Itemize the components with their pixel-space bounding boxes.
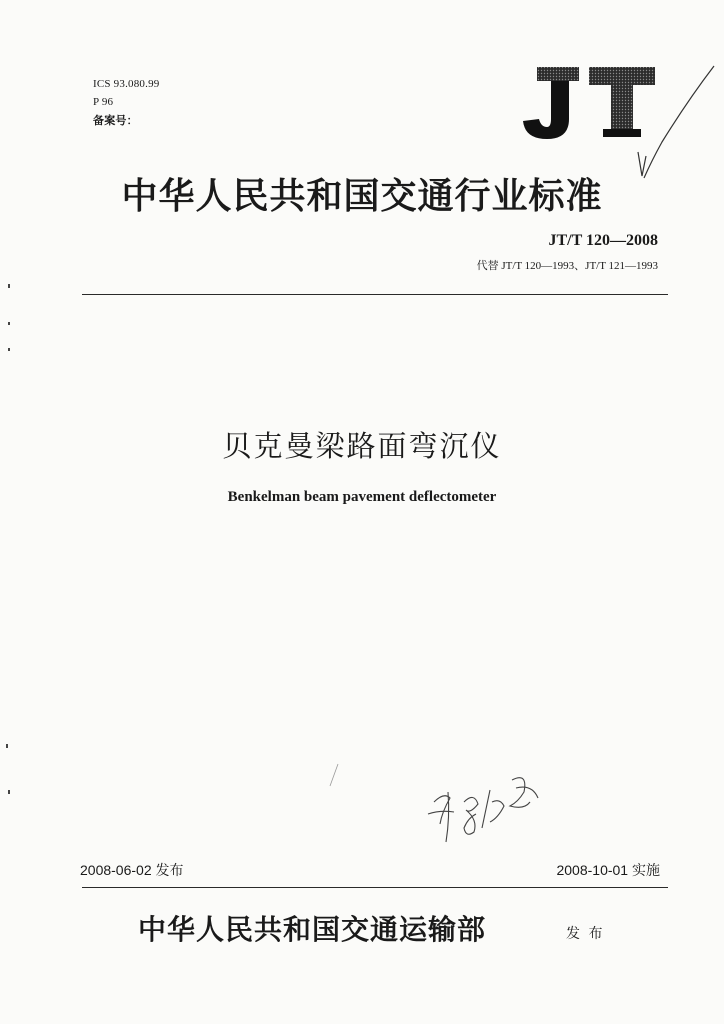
scan-speck [8, 322, 10, 325]
ministry-standard-title: 中华人民共和国交通行业标准 [121, 175, 603, 217]
replaces-note: 代替 JT/T 120—1993、JT/T 121—1993 [476, 260, 658, 272]
scan-speck [8, 348, 10, 351]
footer-divider [82, 887, 668, 888]
ccs-code: P 96 [93, 96, 114, 108]
scan-speck [8, 284, 10, 288]
header-divider [82, 294, 668, 295]
handwritten-signature [420, 762, 560, 862]
implementation-date: 2008-10-01 实施 [556, 862, 660, 878]
document-title-english: Benkelman beam pavement deflectometer [227, 489, 497, 505]
publish-label: 发 布 [566, 926, 605, 942]
pencil-mark [320, 760, 350, 790]
scan-speck [6, 744, 8, 748]
ics-code: ICS 93.080.99 [93, 78, 160, 90]
scan-speck [8, 790, 10, 794]
standard-number: JT/T 120—2008 [548, 232, 658, 249]
issuing-authority: 中华人民共和国交通运输部 [138, 913, 487, 946]
document-title-chinese: 贝克曼梁路面弯沉仪 [222, 429, 502, 463]
record-number-label: 备案号： [93, 114, 138, 127]
issue-date: 2008-06-02 发布 [80, 862, 184, 878]
